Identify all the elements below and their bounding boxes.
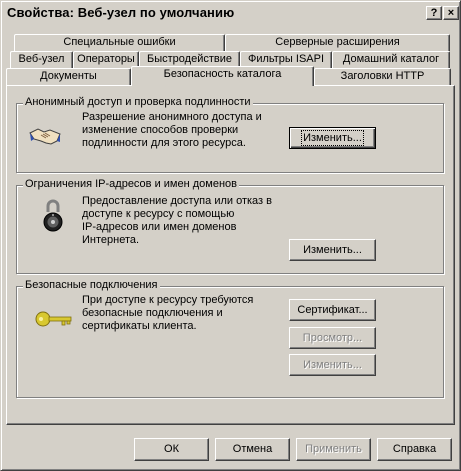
tab-http-headers[interactable]: Заголовки HTTP <box>314 68 451 85</box>
ip-description: Предоставление доступа или отказ в доступе к ресурсу с помощью IP-адресов или имен доменов Интернета. <box>82 195 272 246</box>
title-bar[interactable] <box>4 4 457 24</box>
auth-description: Разрешение анонимного доступа и изменение способов проверки подлинности для этого ресурса. <box>82 111 262 149</box>
tab-home-directory[interactable]: Домашний каталог <box>332 51 450 68</box>
view-certificate-button[interactable]: Просмотр... <box>289 327 376 349</box>
certificate-button[interactable]: Сертификат... <box>289 299 376 321</box>
handshake-icon <box>29 124 61 148</box>
tab-performance[interactable]: Быстродействие <box>139 51 240 68</box>
close-title-button[interactable]: × <box>443 6 459 20</box>
help-title-button[interactable]: ? <box>426 6 442 20</box>
window-title: Свойства: Веб-узел по умолчанию <box>7 5 235 20</box>
help-button[interactable]: Справка <box>377 438 452 461</box>
tab-isapi-filters[interactable]: Фильтры ISAPI <box>240 51 332 68</box>
apply-button[interactable]: Применить <box>296 438 371 461</box>
secure-connections-group <box>16 279 444 398</box>
auth-group-label: Анонимный доступ и проверка подлинности <box>25 96 251 108</box>
tab-operators[interactable]: Операторы <box>73 51 139 68</box>
ok-button[interactable]: ОК <box>134 438 209 461</box>
ip-group-label: Ограничения IP-адресов и имен доменов <box>25 178 237 190</box>
secure-edit-button[interactable]: Изменить... <box>289 354 376 376</box>
cancel-button[interactable]: Отмена <box>215 438 290 461</box>
lock-icon <box>43 199 63 233</box>
tab-website[interactable]: Веб-узел <box>10 51 73 68</box>
tab-custom-errors[interactable]: Специальные ошибки <box>14 34 225 51</box>
tab-documents[interactable]: Документы <box>6 68 131 85</box>
tab-server-extensions[interactable]: Серверные расширения <box>225 34 450 51</box>
auth-group <box>16 96 444 173</box>
secure-description: При доступе к ресурсу требуются безопасные подключения и сертификаты клиента. <box>82 294 254 332</box>
ip-edit-button[interactable]: Изменить... <box>289 239 376 261</box>
key-icon <box>35 311 73 327</box>
auth-edit-button[interactable]: Изменить... <box>289 127 376 149</box>
tab-directory-security[interactable]: Безопасность каталога <box>131 66 314 86</box>
ip-restrictions-group <box>16 178 444 274</box>
directory-security-panel <box>6 85 455 425</box>
secure-group-label: Безопасные подключения <box>25 279 158 291</box>
